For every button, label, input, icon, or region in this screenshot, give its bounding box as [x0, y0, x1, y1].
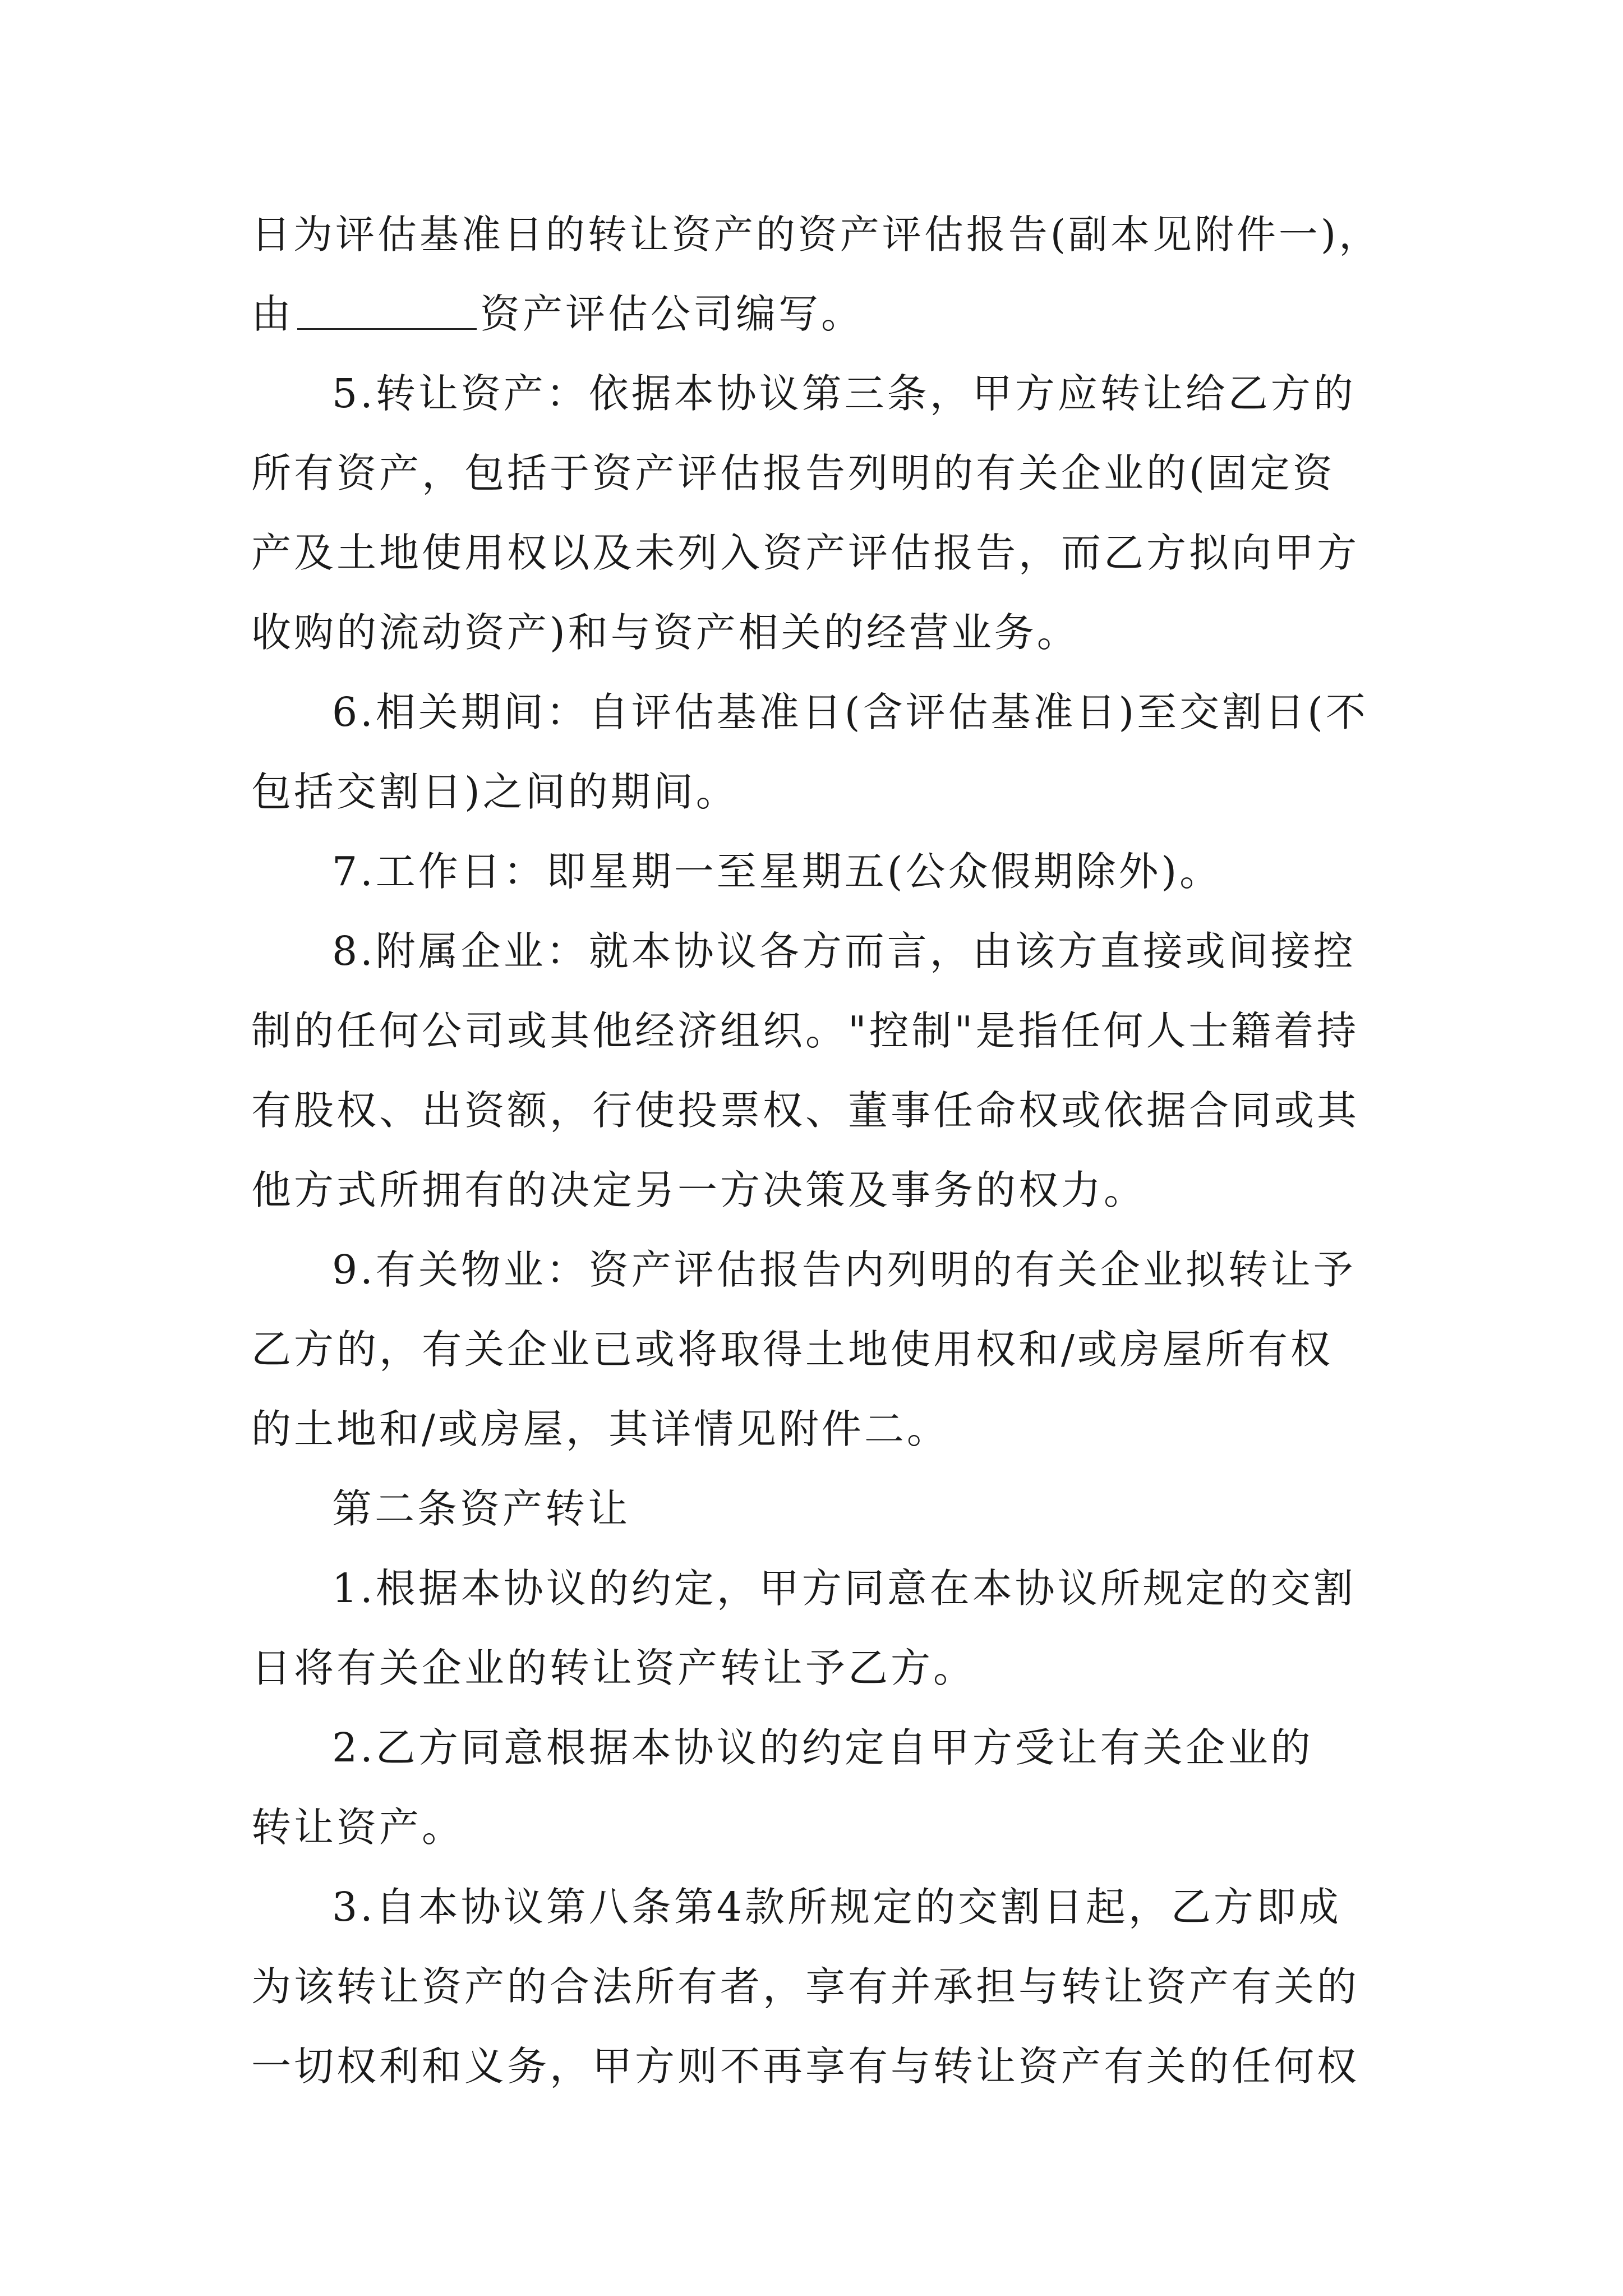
section-heading: 第二条资产转让 [332, 1485, 631, 1532]
text-line: 制的任何公司或其他经济组织。"控制"是指任何人士籍着持 [251, 1007, 1359, 1054]
text-line: 他方式所拥有的决定另一方决策及事务的权力。 [251, 1167, 1147, 1213]
text-line: 收购的流动资产)和与资产相关的经营业务。 [251, 609, 1080, 656]
text-fragment: 由 [251, 291, 294, 337]
text-line: 8.附属企业：就本协议各方而言，由该方直接或间接控 [332, 928, 1356, 974]
text-line: 5.转让资产：依据本协议第三条，甲方应转让给乙方的 [332, 370, 1356, 417]
text-line: 的土地和/或房屋，其详情见附件二。 [251, 1406, 949, 1452]
text-line: 1.根据本协议的约定，甲方同意在本协议所规定的交割 [332, 1565, 1356, 1612]
text-line: 日将有关企业的转让资产转让予乙方。 [251, 1645, 976, 1691]
fill-in-blank [297, 289, 477, 330]
text-line: 9.有关物业：资产评估报告内列明的有关企业拟转让予 [332, 1246, 1356, 1293]
text-line: 3.自本协议第八条第4款所规定的交割日起，乙方即成 [332, 1884, 1341, 1930]
text-line: 日为评估基准日的转让资产的资产评估报告(副本见附件一)， [251, 211, 1381, 257]
text-fragment: 资产评估公司编写。 [480, 291, 864, 337]
text-line: 一切权利和义务，甲方则不再享有与转让资产有关的任何权 [251, 2043, 1360, 2090]
text-line: 转让资产。 [251, 1804, 465, 1851]
text-line: 所有资产，包括于资产评估报告列明的有关企业的(固定资 [251, 450, 1335, 496]
text-line [251, 286, 864, 342]
text-line: 有股权、出资额，行使投票权、董事任命权或依据合同或其 [251, 1087, 1360, 1134]
text-line: 包括交割日)之间的期间。 [251, 769, 739, 815]
text-line: 乙方的，有关企业已或将取得土地使用权和/或房屋所有权 [251, 1326, 1333, 1373]
text-line: 产及土地使用权以及未列入资产评估报告，而乙方拟向甲方 [251, 530, 1360, 576]
text-line: 7.工作日：即星期一至星期五(公众假期除外)。 [332, 848, 1223, 895]
text-line: 2.乙方同意根据本协议的约定自甲方受让有关企业的 [332, 1724, 1313, 1771]
text-line: 为该转让资产的合法所有者，享有并承担与转让资产有关的 [251, 1963, 1360, 2010]
text-line: 6.相关期间：自评估基准日(含评估基准日)至交割日(不 [332, 689, 1368, 735]
